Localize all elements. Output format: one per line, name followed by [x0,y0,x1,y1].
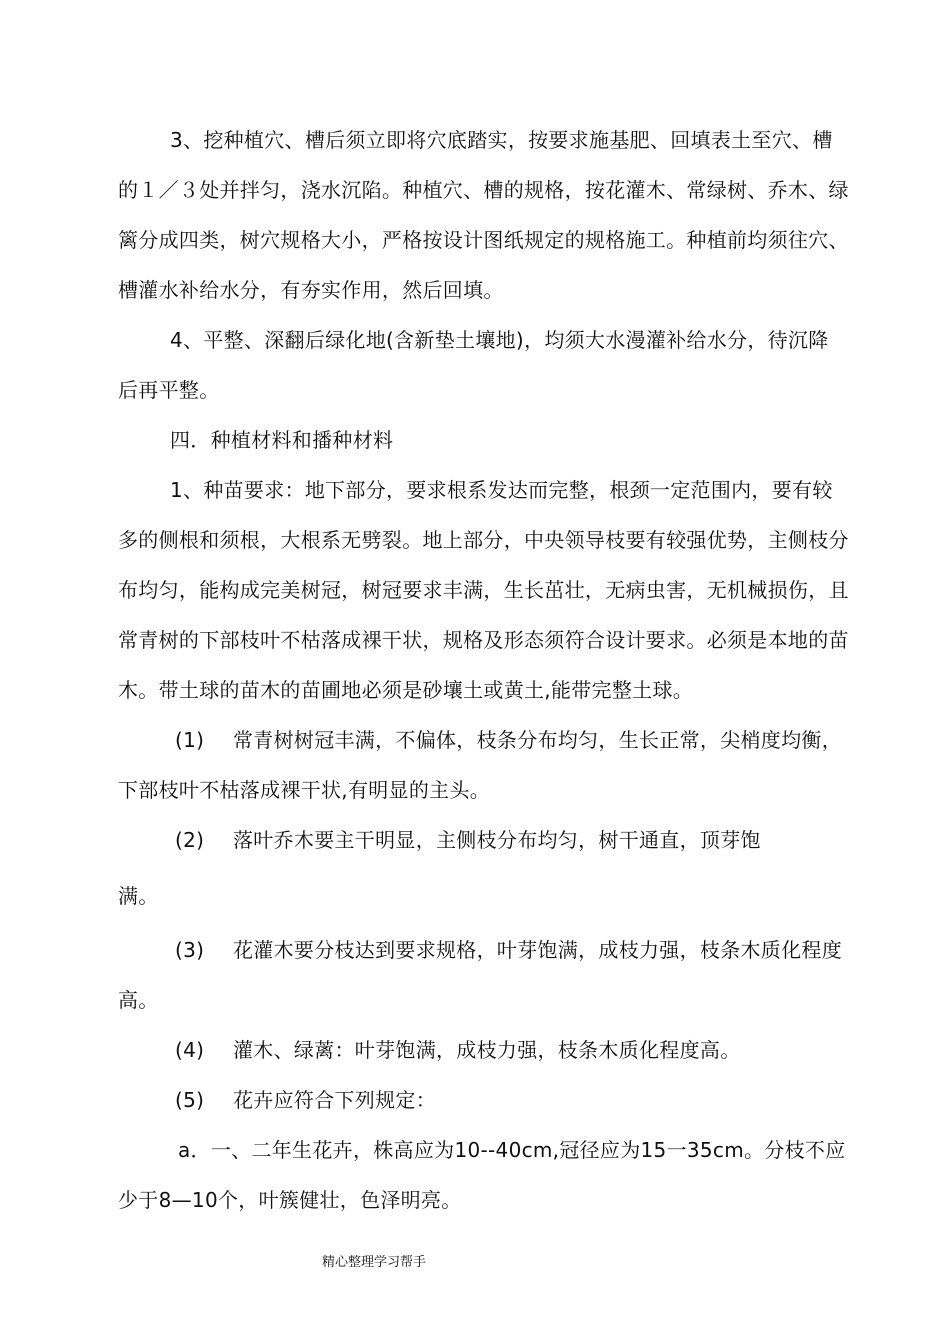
list-number: (3) [175,938,205,962]
seedling-requirements-line-5: 木。带土球的苗木的苗圃地必须是砂壤土或黄土,能带完整土球。 [118,678,694,702]
page-footer: 精心整理学习帮手 [322,1255,427,1270]
section-heading: 四．种植材料和播种材料 [170,428,394,452]
list-item-4 [175,1038,741,1062]
list-text: 花卉应符合下列规定： [233,1088,436,1112]
list-text: 落叶乔木要主干明显，主侧枝分布均匀，树干通直，顶芽饱 [233,828,761,852]
seedling-requirements-line-3: 布均匀，能构成完美树冠，树冠要求丰满，生长茁壮，无病虫害，无机械损伤，且 [118,578,849,602]
paragraph-3-line-1: 3、挖种植穴、槽后须立即将穴底踏实，按要求施基肥、回填表土至穴、槽 [170,128,833,152]
flower-spec-line-1: a．一、二年生花卉，株高应为10--40cm,冠径应为15一35cm。分枝不应 [178,1138,846,1162]
paragraph-3-line-4: 槽灌水补给水分，有夯实作用，然后回填。 [118,278,504,302]
seedling-requirements-line-4: 常青树的下部枝叶不枯落成裸干状，规格及形态须符合设计要求。必须是本地的苗 [118,628,849,652]
list-number: (4) [175,1038,205,1062]
paragraph-4-line-1: 4、平整、深翻后绿化地(含新垫土壤地)，均须大水漫灌补给水分，待沉降 [170,328,829,352]
paragraph-3-line-2: 的１／３处并拌匀，浇水沉陷。种植穴、槽的规格，按花灌木、常绿树、乔木、绿 [118,178,849,202]
list-item-1 [175,728,842,752]
list-item-2-continuation: 满。 [118,884,159,908]
list-text: 花灌木要分枝达到要求规格，叶芽饱满，成枝力强，枝条木质化程度 [233,938,842,962]
list-number: (2) [175,828,205,852]
list-text: 常青树树冠丰满，不偏体，枝条分布均匀，生长正常，尖梢度均衡， [233,728,842,752]
list-item-3 [175,938,842,962]
list-number: (5) [175,1088,205,1112]
list-item-2 [175,828,761,852]
seedling-requirements-line-2: 多的侧根和须根，大根系无劈裂。地上部分，中央领导枝要有较强优势，主侧枝分 [118,528,849,552]
seedling-requirements-line-1: 1、种苗要求：地下部分，要求根系发达而完整，根颈一定范围内，要有较 [170,478,833,502]
list-item-1-continuation: 下部枝叶不枯落成裸干状,有明显的主头。 [118,778,491,802]
list-text: 灌木、绿蓠：叶芽饱满，成枝力强，枝条木质化程度高。 [233,1038,741,1062]
paragraph-4-line-2: 后再平整。 [118,378,220,402]
list-number: (1) [175,728,205,752]
list-item-3-continuation: 高。 [118,988,159,1012]
list-item-5 [175,1088,436,1112]
flower-spec-line-2: 少于8—10个，叶簇健壮，色泽明亮。 [118,1188,462,1212]
paragraph-3-line-3: 篱分成四类，树穴规格大小，严格按设计图纸规定的规格施工。种植前均须往穴、 [118,228,849,252]
